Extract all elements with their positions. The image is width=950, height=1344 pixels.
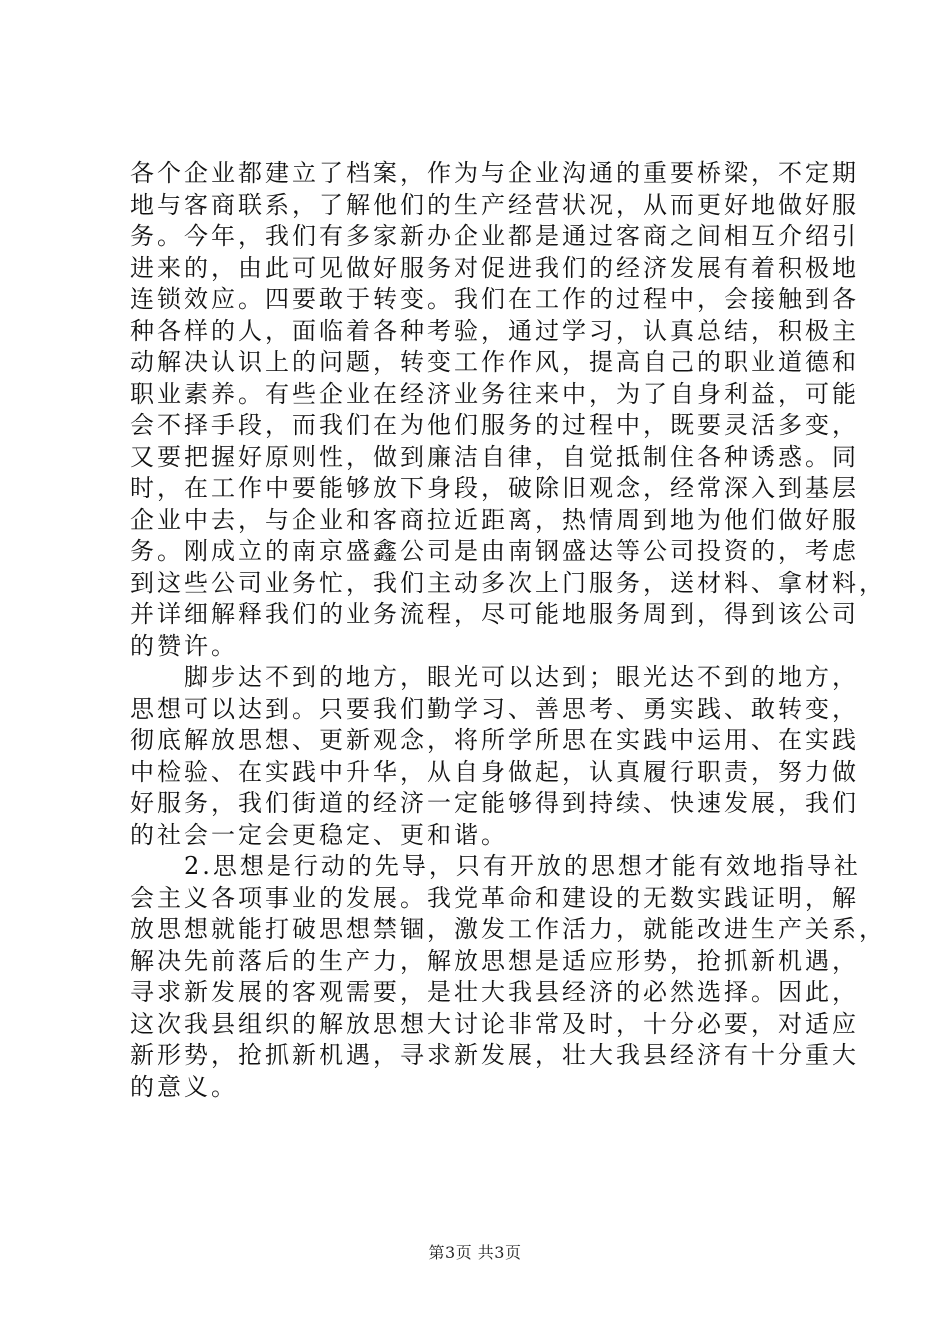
text-line: 务。刚成立的南京盛鑫公司是由南钢盛达等公司投资的，考虑 xyxy=(130,537,859,565)
text-line: 思想可以达到。只要我们勤学习、善思考、勇实践、敢转变， xyxy=(130,694,859,723)
text-line: 会主义各项事业的发展。我党革命和建设的无数实践证明，解 xyxy=(130,883,859,912)
text-line: 的赞许。 xyxy=(130,631,238,660)
text-line: 彻底解放思想、更新观念，将所学所思在实践中运用、在实践 xyxy=(130,726,859,754)
text-line: 连锁效应。四要敢于转变。我们在工作的过程中，会接触到各 xyxy=(130,285,859,313)
text-line: 脚步达不到的地方，眼光可以达到；眼光达不到的地方， xyxy=(130,663,859,691)
text-line: 解决先前落后的生产力，解放思想是适应形势，抢抓新机遇， xyxy=(130,946,859,975)
text-line: 到这些公司业务忙，我们主动多次上门服务，送材料、拿材料， xyxy=(130,568,886,597)
text-line: 各个企业都建立了档案，作为与企业沟通的重要桥梁，不定期 xyxy=(130,159,859,187)
text-line: 职业素养。有些企业在经济业务往来中，为了自身利益，可能 xyxy=(130,379,859,408)
text-line: 企业中去，与企业和客商拉近距离，热情周到地为他们做好服 xyxy=(130,505,859,534)
text-line: 这次我县组织的解放思想大讨论非常及时，十分必要，对适应 xyxy=(130,1009,859,1038)
text-line: 时，在工作中要能够放下身段，破除旧观念，经常深入到基层 xyxy=(130,474,859,502)
text-line: 种各样的人，面临着各种考验，通过学习，认真总结，积极主 xyxy=(130,316,859,345)
text-line: 中检验、在实践中升华，从自身做起，认真履行职责，努力做 xyxy=(130,757,859,786)
text-line: 寻求新发展的客观需要，是壮大我县经济的必然选择。因此， xyxy=(130,978,859,1006)
page-number-footer: 第3页 共3页 xyxy=(428,1243,522,1262)
text-line: 放思想就能打破思想禁锢，激发工作活力，就能改进生产关系， xyxy=(130,915,886,943)
text-line: 进来的，由此可见做好服务对促进我们的经济发展有着积极地 xyxy=(130,253,859,282)
text-line: 新形势，抢抓新机遇，寻求新发展，壮大我县经济有十分重大 xyxy=(130,1041,859,1069)
text-line: 会不择手段，而我们在为他们服务的过程中，既要灵活多变， xyxy=(130,411,859,439)
text-line: 并详细解释我们的业务流程，尽可能地服务周到，得到该公司 xyxy=(130,600,859,628)
text-line: 好服务，我们街道的经济一定能够得到持续、快速发展，我们 xyxy=(130,789,859,817)
text-line: 务。今年，我们有多家新办企业都是通过客商之间相互介绍引 xyxy=(130,222,859,250)
text-line: 2.思想是行动的先导，只有开放的思想才能有效地指导社 xyxy=(130,852,861,880)
text-line: 又要把握好原则性，做到廉洁自律，自觉抵制住各种诱惑。同 xyxy=(130,442,859,471)
body-text xyxy=(130,158,886,1103)
text-line: 的社会一定会更稳定、更和谐。 xyxy=(130,820,508,849)
text-line: 的意义。 xyxy=(130,1072,238,1101)
text-line: 动解决认识上的问题，转变工作作风，提高自己的职业道德和 xyxy=(130,348,859,376)
text-line: 地与客商联系，了解他们的生产经营状况，从而更好地做好服 xyxy=(130,190,859,219)
